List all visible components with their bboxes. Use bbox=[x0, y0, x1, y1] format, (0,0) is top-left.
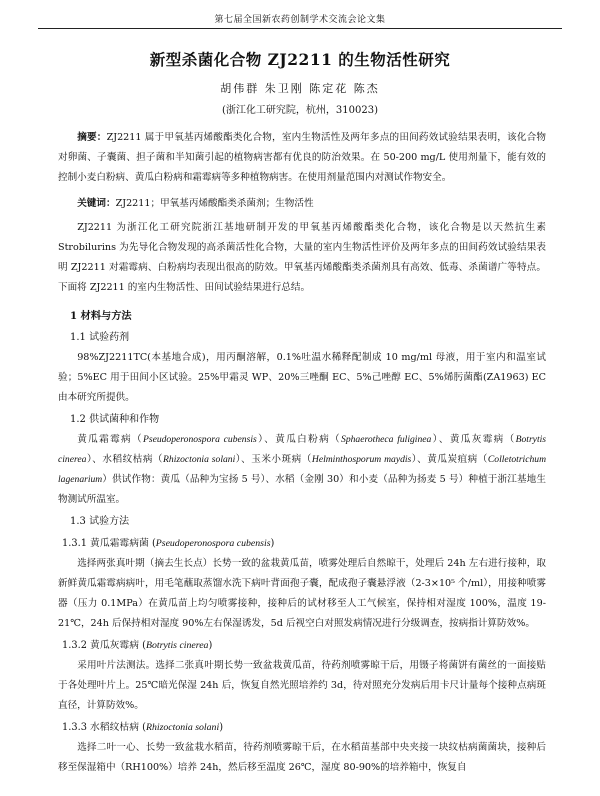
species-name: Pseudoperonospora cubensis bbox=[142, 434, 257, 445]
section-1-3-3-heading: 1.3.3 水稻纹枯病 (Rhizoctonia solani) bbox=[62, 722, 224, 733]
text-run: ）、黄瓜炭疽病（ bbox=[411, 454, 488, 465]
abstract bbox=[58, 128, 546, 188]
paper-body bbox=[58, 128, 546, 778]
authors: 胡伟群 朱卫刚 陈定花 陈杰 bbox=[220, 82, 380, 95]
keywords-text: ZJ2211；甲氧基丙烯酸酯类杀菌剂；生物活性 bbox=[115, 198, 314, 209]
species-name: Pseudoperonospora cubensis bbox=[155, 538, 271, 549]
abstract-text: ZJ2211 属于甲氧基丙烯酸酯类化合物，室内生物活性及两年多点的田间药效试验结果表明，该化合物对卵菌、子囊菌、担子菌和半知菌引起的植物病害都有优良的防治效果。在 50-200 mg/L 使用剂量下，能有效的控制小麦白粉病、黄瓜白粉病和霜霉病等多种植物病害。在使用剂量范围内对测试作物安全。 bbox=[58, 132, 546, 183]
section-1-3-1-heading: 1.3.1 黄瓜霜霉病菌 (Pseudoperonospora cubensis) bbox=[62, 538, 275, 549]
text-run: ）、黄瓜白粉病（ bbox=[256, 434, 342, 445]
species-name: Rhizoctonia solani bbox=[145, 722, 220, 733]
heading-text: 1.3.1 黄瓜霜霉病菌 bbox=[62, 538, 149, 549]
text-run: ）、玉米小斑病（ bbox=[235, 454, 312, 465]
species-name: Colletotrichum lagenarium bbox=[58, 454, 546, 485]
keywords bbox=[58, 194, 546, 214]
text-run: ）、水稻纹枯病（ bbox=[86, 454, 164, 465]
species-name: Rhizoctonia solani bbox=[163, 454, 236, 465]
section-1-3-heading: 1.3 试验方法 bbox=[70, 516, 130, 527]
affiliation: (浙江化工研究院，杭州，310023) bbox=[222, 105, 378, 116]
species-name: Botrytis cinerea bbox=[58, 434, 547, 465]
section-1-3-2-heading: 1.3.2 黄瓜灰霉病 (Botrytis cinerea) bbox=[62, 640, 213, 651]
text-run: ）供试作物：黄瓜（品种为宝扬 5 号）、水稻（金刚 30）和小麦（品种为扬麦 5 号）种植于浙江基地生物测试所温室。 bbox=[58, 474, 546, 505]
section-1-1-text: 98%ZJ2211TC(本基地合成)，用丙酮溶解，0.1%吐温水稀释配制成 10 mg/ml 母液，用于室内和温室试验；5%EC 用于田间小区试验。25%甲霜灵 WP、20%三唑酮 EC、5%己唑醇 EC、5%烯肟菌酯(ZA1963) EC 由本研究所提供。 bbox=[58, 352, 546, 403]
section-1-1-heading: 1.1 试验药剂 bbox=[70, 332, 130, 343]
section-1-3-1-text: 选择两张真叶期（摘去生长点）长势一致的盆栽黄瓜苗，喷雾处理后自然晾干，处理后 24h 左右进行接种，取新鲜黄瓜霜霉病病叶，用毛笔蘸取蒸馏水洗下病叶背面孢子囊，配成孢子囊悬浮液（2-3×10⁵ 个/ml），用接种喷雾器（压力 0.1MPa）在黄瓜苗上均匀喷雾接种，接种后的试材移至人工气候室，保持相对湿度 100%，温度 19-21℃，24h 后保持相对湿度 90%左右保湿诱发，5d 后视空白对照发病情况进行分级调查，按病指计算防效%。 bbox=[58, 558, 546, 629]
text-run: ）、黄瓜灰霉病（ bbox=[431, 434, 516, 445]
species-name: Sphaerotheca fuliginea bbox=[341, 434, 432, 445]
keywords-label: 关键词： bbox=[77, 198, 116, 209]
section-1-2-text bbox=[58, 430, 546, 510]
species-name: Botrytis cinerea bbox=[145, 640, 209, 651]
abstract-label: 摘要： bbox=[77, 132, 107, 143]
proceedings-header: 第七届全国新农药创制学术交流会论文集 bbox=[38, 12, 562, 29]
heading-text: 1.3.3 水稻纹枯病 bbox=[62, 722, 140, 733]
section-1-3-2-text: 采用叶片法测法。选择二张真叶期长势一致盆栽黄瓜苗，待药剂喷雾晾干后，用镊子将菌饼有菌丝的一面接贴于各处理叶片上。25℃暗光保湿 24h 后，恢复自然光照培养约 3d，待对照充分发病后用卡尺计量每个接种点病斑直径，计算防效%。 bbox=[58, 660, 546, 711]
section-1-2-heading: 1.2 供试菌种和作物 bbox=[70, 414, 160, 425]
introduction: ZJ2211 为浙江化工研究院浙江基地研制开发的甲氧基丙烯酸酯类化合物，该化合物是以天然抗生素 Strobilurins 为先导化合物发现的高杀菌活性化合物，大量的室内生物活性评价及两年多点的田间药效试验结果表明 ZJ2211 对霜霉病、白粉病均表现出很高的防效。甲氧基丙烯酸酯类杀菌剂具有高效、低毒、杀菌谱广等特点。下面将 ZJ2211 的室内生物活性、田间试验结果进行总结。 bbox=[58, 222, 546, 293]
species-name: Helminthosporum maydis bbox=[311, 454, 412, 465]
paper-title: 新型杀菌化合物 ZJ2211 的生物活性研究 bbox=[149, 50, 451, 69]
heading-text: 1.3.2 黄瓜灰霉病 bbox=[62, 640, 140, 651]
text-run: 黄瓜霜霉病（ bbox=[77, 434, 143, 445]
section-1-3-3-text: 选择二叶一心、长势一致盆栽水稻苗，待药剂喷雾晾干后，在水稻苗基部中央夹接一块纹枯病菌菌块，接种后移至保湿箱中（RH100%）培养 24h，然后移至温度 26℃，湿度 80-90%的培养箱中，恢复自 bbox=[58, 742, 546, 773]
section-1-heading: 1 材料与方法 bbox=[70, 310, 132, 322]
